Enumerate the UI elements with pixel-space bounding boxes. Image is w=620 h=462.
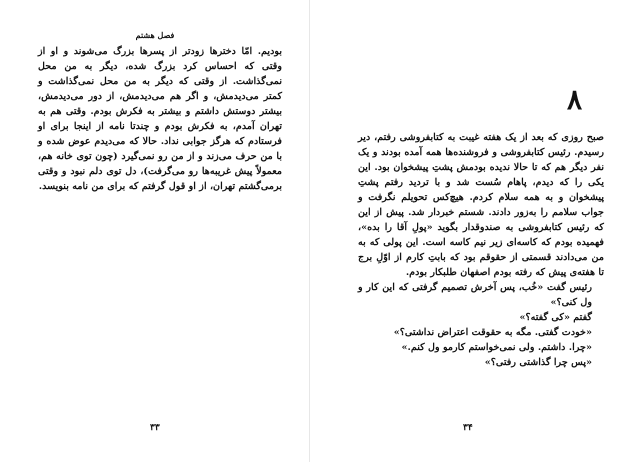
text-line: بیشتر به فکرش بودم. وقتی هم به تهران آمدم، به فکرش بودم و: [38, 106, 282, 132]
text-line: نمی‌گیرد (چون توی خانه هم، معمولاً پیش غریبه‌ها رو: [38, 151, 282, 177]
running-head: فصل هشتم: [135, 30, 175, 40]
text-line: یکی را که دیدم، پاهام سُست شد و با تردید رفتم پشتِ: [358, 177, 604, 188]
page-number: ۳۳: [150, 423, 160, 433]
right-page-body: [358, 130, 604, 370]
text-line: حالا که می‌دیدم عوض شده و با من حرف می‌زند و از من رو: [38, 136, 282, 162]
text-line: هم می‌دیدمش، از دور می‌دیدمش، بیشتر دوستش داشتم و: [38, 91, 282, 117]
text-line: که احساس کرد بزرگ شده، دیگر به من محل نمی‌گذاشت. از: [38, 61, 282, 87]
text-line: قسمتی از حقوقم بود که بابتِ کارم از اوّلِ برج تا هفته‌ی پیش: [358, 252, 604, 278]
paragraph: [358, 280, 604, 310]
dialogue-line: گفتم «کی گفته؟»: [519, 312, 592, 323]
text-line: قول گرفتم که برای من نامه بنویسد.: [38, 181, 186, 192]
chapter-number: ۸: [566, 83, 582, 116]
text-line: جواب سلامم را به‌زور دادند. شستم خبردار شد. پیش از این که: [358, 207, 604, 233]
text-line: پیشخوان و به همه سلام کردم. هیچ‌کس تحویلم نگرفت و: [358, 192, 604, 203]
text-line: می‌گرفت)، دل توی دلم نبود و وقتی برمی‌گشتم تهران، از او: [38, 166, 282, 192]
text-line: صبح روزی که بعد از یک هفته غیبت به کتابفروشی رفتم، دیر: [358, 132, 604, 143]
text-line: نفر دیگر هم که تا حالا ندیده بودمش پشتِ پیشخوان بود. این: [358, 162, 604, 173]
dialogue-line: «چرا. داشتم. ولی نمی‌خواستم کارمو ول کنم.»: [401, 342, 592, 353]
text-line: رسیدم. رئیس کتابفروشی و فروشنده‌ها همه آمده بودند و یک: [358, 147, 604, 158]
text-line: بودیم. امّا دخترها زودتر از پسرها بزرگ می‌شوند و او از وقتی: [38, 46, 282, 72]
text-line: فهمیده بودم که کاسه‌ای زیر نیم کاسه است. این پولی که به من می‌دادند: [358, 237, 604, 263]
left-page-body: [38, 44, 282, 194]
text-line: ول کنی؟»: [550, 297, 592, 308]
text-line: چندتا نامه از اینجا برای او فرستادم که هرگز جوابی نداد.: [38, 121, 282, 147]
page-number: ۳۴: [463, 423, 473, 433]
dialogue-line: «پس چرا گذاشتی رفتی؟»: [484, 357, 592, 368]
text-line: که رفته بودم اصفهان طلبکار بودم.: [405, 267, 546, 278]
text-line: وقتی که دیگر به من محل نمی‌گذاشت و کمتر می‌دیدمش، و اگر: [38, 76, 283, 102]
text-line: رئیس گفت «خُب، پس آخرش تصمیم گرفتی که این کار و: [358, 282, 592, 293]
paragraph: [358, 130, 604, 280]
dialogue-line: «خودت گفتی. مگه به حقوقت اعتراض نداشتی؟»: [393, 327, 592, 338]
text-line: رئیس کتابفروشی به صندوقدار بگوید «پولِ آقا را بده»،: [358, 222, 590, 233]
